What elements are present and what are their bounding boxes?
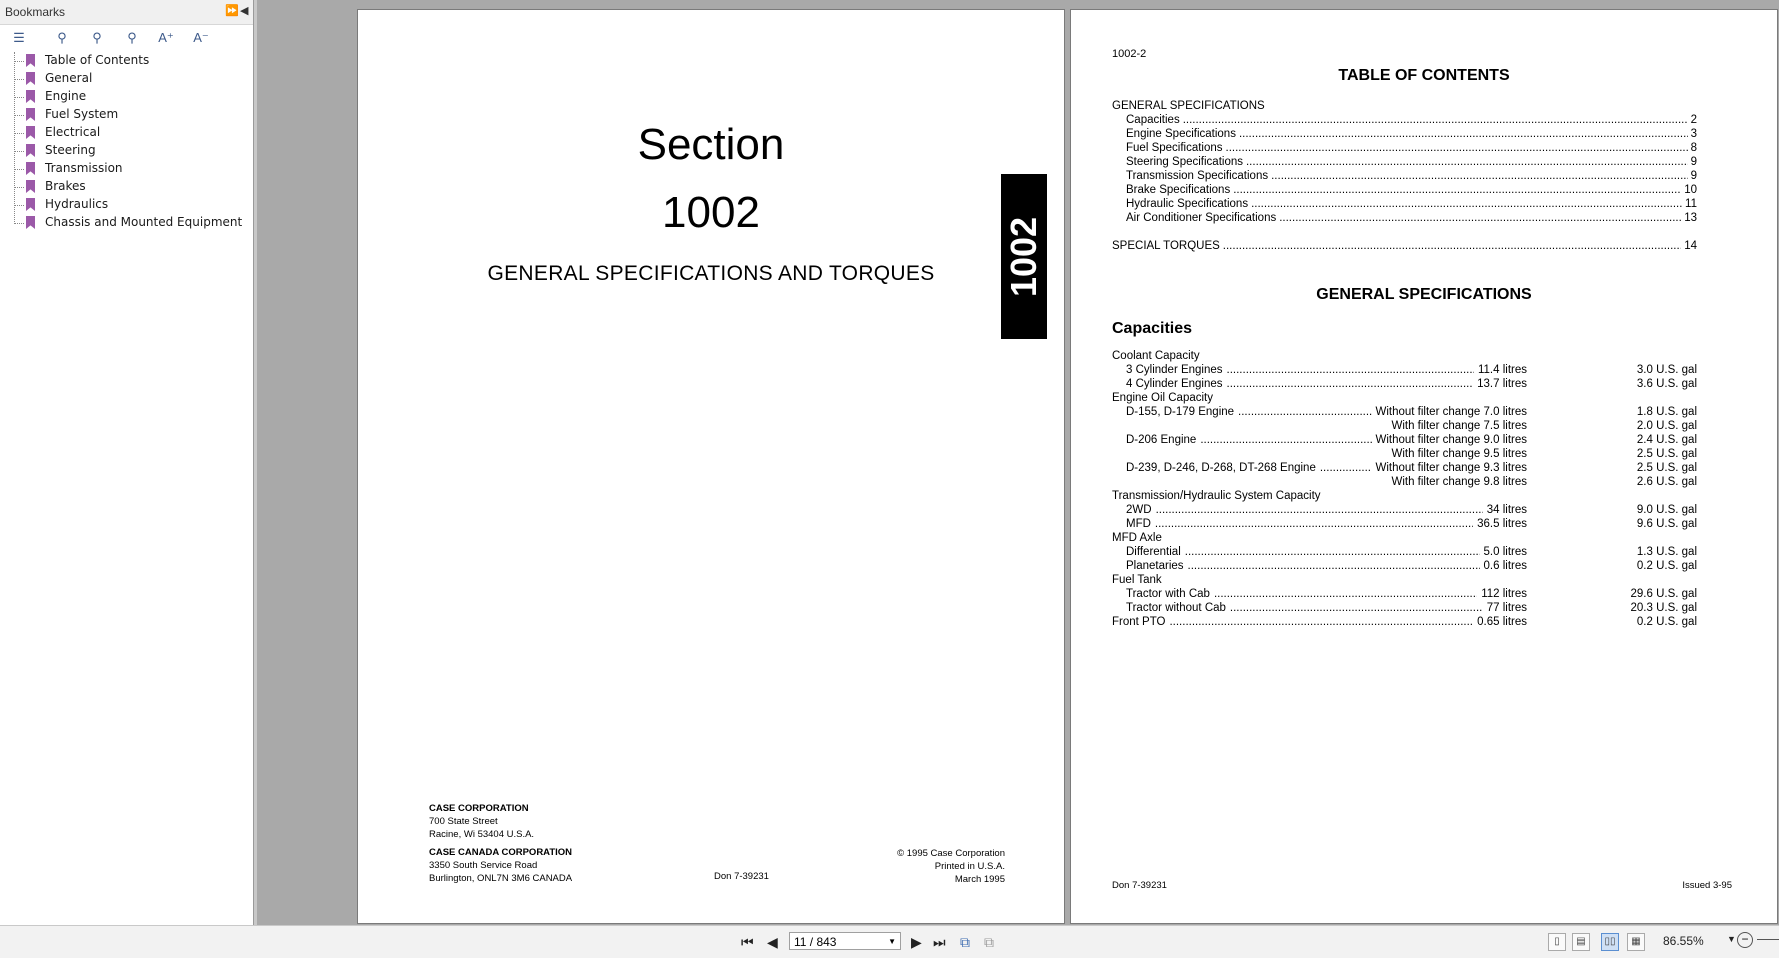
bookmark-tree [0, 52, 253, 232]
table-row [1112, 447, 1697, 461]
toc-entry-title: Engine Specifications [1126, 128, 1236, 140]
toc-entry[interactable] [1112, 155, 1697, 169]
row-value: 77 litres [1486, 602, 1527, 614]
bookmarks-toolbar [0, 25, 253, 51]
go-forward-view-icon[interactable]: ⧉ [984, 934, 994, 950]
row-value: With filter change 9.5 litres [1391, 448, 1527, 460]
bookmark-expand-icon[interactable]: ⚲ [127, 30, 137, 45]
bookmark-label: Electrical [45, 125, 101, 139]
two-page-continuous-view-icon[interactable]: ▦ [1627, 933, 1645, 951]
row-gal: 9.6 U.S. gal [1636, 518, 1697, 530]
toc-entry[interactable] [1112, 141, 1697, 155]
printed-in: Printed in U.S.A. [934, 861, 1005, 872]
table-row [1112, 475, 1697, 489]
bookmark-icon [26, 180, 35, 193]
corp-name: CASE CANADA CORPORATION [429, 847, 573, 858]
row-gal: 2.4 U.S. gal [1636, 434, 1697, 446]
single-page-view-icon[interactable]: ▯ [1548, 933, 1566, 951]
expand-panel-icon[interactable]: ⏩ [225, 5, 239, 17]
row-label: 4 Cylinder Engines [1126, 378, 1223, 390]
bookmarks-header [0, 0, 253, 25]
table-row [1112, 601, 1697, 615]
page-number-value: 11 / 843 [794, 935, 837, 949]
bookmark-label: Chassis and Mounted Equipment [45, 215, 243, 229]
font-decrease-icon[interactable]: A⁻ [193, 30, 209, 45]
bookmark-label: General [45, 71, 93, 85]
row-value: 11.4 litres [1477, 364, 1527, 376]
group-label: Engine Oil Capacity [1112, 392, 1213, 404]
continuous-view-icon[interactable]: ▤ [1572, 933, 1590, 951]
row-gal: 0.2 U.S. gal [1636, 616, 1697, 628]
table-row [1112, 559, 1697, 573]
toc-entry[interactable] [1112, 169, 1697, 183]
document-page-left [357, 9, 1065, 924]
group-label: Fuel Tank [1112, 574, 1162, 586]
bookmark-item[interactable] [0, 52, 253, 70]
toc-entry-title: Capacities [1126, 114, 1180, 126]
gs-heading: GENERAL SPECIFICATIONS [1316, 286, 1532, 303]
toc-entry-page: 9 [1690, 170, 1697, 182]
go-back-view-icon[interactable]: ⧉ [960, 934, 970, 950]
table-row [1112, 545, 1697, 559]
group-label: MFD Axle [1112, 532, 1162, 544]
group-label: Coolant Capacity [1112, 350, 1200, 362]
toc-entry[interactable] [1112, 197, 1697, 211]
collapse-panel-icon[interactable]: ◀ [240, 5, 249, 17]
two-page-view-icon[interactable]: ▯▯ [1601, 933, 1619, 951]
bookmark-label: Fuel System [45, 107, 119, 121]
table-row [1112, 615, 1697, 629]
bookmark-new-icon[interactable]: ⚲ [57, 30, 67, 45]
row-gal: 3.0 U.S. gal [1636, 364, 1697, 376]
document-page-right [1070, 9, 1778, 924]
row-value: Without filter change 9.0 litres [1375, 434, 1527, 446]
copyright: © 1995 Case Corporation [897, 848, 1005, 859]
toc-entry-title: Air Conditioner Specifications [1126, 212, 1277, 224]
bookmark-item[interactable] [0, 178, 253, 196]
bookmark-icon [26, 198, 35, 211]
toc-entry-title: Hydraulic Specifications [1126, 198, 1249, 210]
capacities-heading: Capacities [1112, 320, 1193, 337]
row-gal: 3.6 U.S. gal [1636, 378, 1697, 390]
section-tab-label: 1002 [1003, 216, 1044, 297]
row-value: 34 litres [1486, 504, 1527, 516]
panel-splitter[interactable] [254, 0, 257, 925]
toc-entry[interactable] [1112, 113, 1697, 127]
toc-entry-title: SPECIAL TORQUES [1112, 240, 1220, 252]
toc-entry-title: Transmission Specifications [1126, 170, 1269, 182]
toc-entry-page: 13 [1684, 212, 1697, 224]
row-gal: 1.8 U.S. gal [1636, 406, 1697, 418]
toc-entry-page: 14 [1684, 240, 1697, 252]
row-value: With filter change 9.8 litres [1391, 476, 1527, 488]
bookmark-label: Brakes [45, 179, 86, 193]
row-gal: 29.6 U.S. gal [1630, 588, 1697, 600]
toc-entry[interactable] [1112, 211, 1697, 225]
zoom-dropdown-icon[interactable]: ▼ [1727, 934, 1736, 944]
row-label: Planetaries [1126, 560, 1184, 572]
group-label: Transmission/Hydraulic System Capacity [1112, 490, 1321, 502]
corp-street: 700 State Street [429, 816, 498, 827]
bookmark-icon [26, 216, 35, 229]
row-value: 36.5 litres [1477, 518, 1527, 530]
row-label: 3 Cylinder Engines [1126, 364, 1223, 376]
bookmark-item[interactable] [0, 88, 253, 106]
bookmark-icon [26, 54, 35, 67]
toc-entry-page: 9 [1690, 156, 1697, 168]
bookmark-item[interactable] [0, 106, 253, 124]
bookmark-item[interactable] [0, 70, 253, 88]
toc-entry-page: 8 [1690, 142, 1697, 154]
corp-address-1 [429, 802, 534, 841]
row-label: Tractor without Cab [1126, 602, 1226, 614]
bookmark-icon [26, 90, 35, 103]
section-number: 1002 [662, 188, 760, 237]
table-row [1112, 461, 1697, 475]
bookmark-label: Steering [45, 143, 96, 157]
toc-entry[interactable] [1112, 183, 1697, 197]
bookmark-label: Table of Contents [45, 53, 150, 67]
font-increase-icon[interactable]: A⁺ [158, 30, 174, 45]
bookmark-item[interactable] [0, 142, 253, 160]
row-label: Differential [1126, 546, 1181, 558]
bookmark-item[interactable] [0, 196, 253, 214]
row-label: D-155, D-179 Engine [1126, 406, 1235, 418]
table-row [1112, 433, 1697, 447]
bookmark-label: Engine [45, 89, 87, 103]
bookmark-label: Hydraulics [45, 197, 109, 211]
bookmark-icon [26, 144, 35, 157]
toc-entry-page: 3 [1690, 128, 1697, 140]
row-gal: 9.0 U.S. gal [1636, 504, 1697, 516]
table-row [1112, 377, 1697, 391]
row-label: Front PTO [1112, 616, 1166, 628]
toc-entry-title: Steering Specifications [1126, 156, 1243, 168]
zoom-slider[interactable] [1757, 939, 1779, 940]
table-row [1112, 363, 1697, 377]
corp-city: Racine, Wi 53404 U.S.A. [429, 829, 535, 840]
row-value: Without filter change 9.3 litres [1375, 462, 1527, 474]
toc-entry-page: 11 [1685, 198, 1697, 210]
row-value: 5.0 litres [1483, 546, 1527, 558]
row-value: 0.6 litres [1483, 560, 1527, 572]
row-label: D-239, D-246, D-268, DT-268 Engine [1126, 462, 1316, 474]
toc-title: TABLE OF CONTENTS [1338, 67, 1510, 84]
last-page-icon[interactable]: ⏭ [933, 934, 946, 950]
page-number-input[interactable] [789, 932, 901, 950]
row-value: 0.65 litres [1477, 616, 1527, 628]
corp-city: Burlington, ONL7N 3M6 CANADA [429, 873, 573, 884]
bookmark-options-icon[interactable]: ☰ [13, 30, 25, 45]
bookmark-icon [26, 162, 35, 175]
table-row [1112, 419, 1697, 433]
next-page-icon[interactable]: ▶ [911, 934, 922, 950]
corp-name: CASE CORPORATION [429, 803, 529, 814]
bottom-toolbar [0, 925, 1779, 958]
row-gal: 2.5 U.S. gal [1636, 462, 1697, 474]
corp-street: 3350 South Service Road [429, 860, 538, 871]
bookmark-label: Transmission [45, 161, 123, 175]
toc-entry[interactable] [1112, 239, 1697, 253]
bookmark-find-icon[interactable]: ⚲ [92, 30, 102, 45]
row-label: 2WD [1126, 504, 1152, 516]
row-label: D-206 Engine [1126, 434, 1197, 446]
row-label: Tractor with Cab [1126, 588, 1210, 600]
toc-entry[interactable] [1112, 127, 1697, 141]
table-row [1112, 405, 1697, 419]
zoom-level[interactable]: 86.55% [1663, 934, 1704, 948]
row-value: 112 litres [1481, 588, 1527, 600]
table-row [1112, 587, 1697, 601]
row-value: Without filter change 7.0 litres [1375, 406, 1527, 418]
section-tab [1001, 174, 1047, 339]
copyright-block [897, 847, 1005, 886]
row-gal: 2.0 U.S. gal [1636, 420, 1697, 432]
row-label: MFD [1126, 518, 1151, 530]
row-gal: 20.3 U.S. gal [1630, 602, 1697, 614]
capacities-table [1112, 349, 1697, 629]
zoom-out-icon[interactable]: − [1737, 932, 1753, 948]
bookmarks-panel [0, 0, 254, 925]
bookmark-item[interactable] [0, 214, 253, 232]
toc-entry-page: 10 [1684, 184, 1697, 196]
first-page-icon[interactable]: ⏮ [741, 934, 754, 950]
bookmark-item[interactable] [0, 160, 253, 178]
section-title: GENERAL SPECIFICATIONS AND TORQUES [487, 262, 935, 285]
row-value: With filter change 7.5 litres [1391, 420, 1527, 432]
bookmark-item[interactable] [0, 124, 253, 142]
chevron-down-icon[interactable]: ▼ [888, 937, 896, 946]
toc-list [1112, 99, 1697, 253]
toc-entry-title: Brake Specifications [1126, 184, 1231, 196]
row-gal: 1.3 U.S. gal [1636, 546, 1697, 558]
row-gal: 0.2 U.S. gal [1636, 560, 1697, 572]
toc-group: GENERAL SPECIFICATIONS [1112, 100, 1265, 112]
corp-address-2 [429, 846, 572, 885]
bookmarks-title: Bookmarks [5, 5, 66, 19]
bookmark-icon [26, 72, 35, 85]
row-gal: 2.5 U.S. gal [1636, 448, 1697, 460]
previous-page-icon[interactable]: ◀ [767, 934, 778, 950]
section-word: Section [637, 120, 785, 169]
toc-entry-title: Fuel Specifications [1126, 142, 1223, 154]
bookmark-icon [26, 126, 35, 139]
table-row [1112, 503, 1697, 517]
toc-entry-page: 2 [1690, 114, 1697, 126]
page-number: 1002-2 [1112, 48, 1147, 60]
table-row [1112, 517, 1697, 531]
footer-doc-number: Don 7-39231 [1112, 880, 1167, 891]
row-value: 13.7 litres [1477, 378, 1527, 390]
row-gal: 2.6 U.S. gal [1636, 476, 1697, 488]
print-date: March 1995 [954, 874, 1005, 885]
bookmark-icon [26, 108, 35, 121]
footer-issued: Issued 3-95 [1682, 880, 1732, 891]
doc-number: Don 7-39231 [714, 871, 769, 882]
